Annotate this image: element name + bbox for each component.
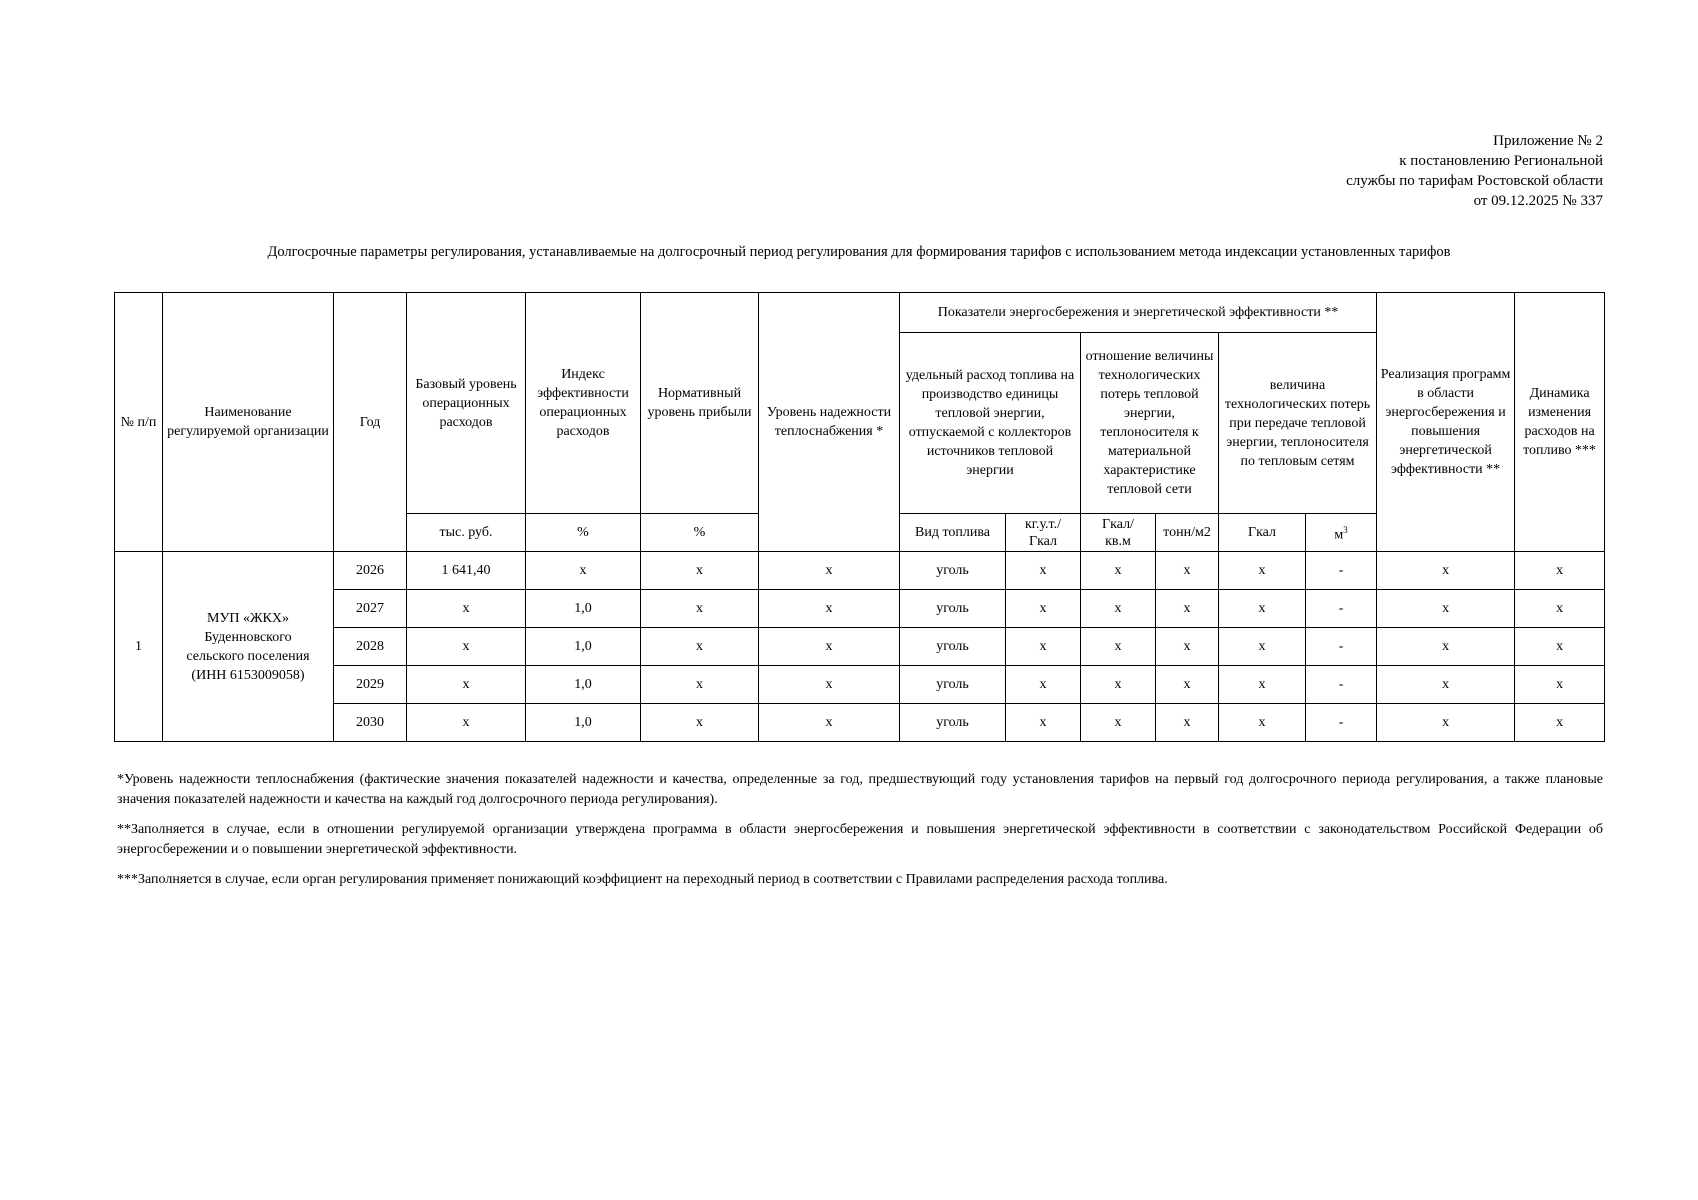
cell-gkal: x (1219, 590, 1306, 628)
cell-fuel-type: уголь (900, 628, 1006, 666)
cell-fuel-type: уголь (900, 666, 1006, 704)
appendix-line-3: службы по тарифам Ростовской области (1346, 173, 1603, 189)
unit-m3-sup: 3 (1343, 524, 1348, 535)
cell-gkal: x (1219, 666, 1306, 704)
cell-m3: - (1306, 666, 1377, 704)
cell-programs: x (1377, 552, 1515, 590)
cell-programs: x (1377, 666, 1515, 704)
cell-gkal-kvm: x (1081, 590, 1156, 628)
cell-gkal: x (1219, 704, 1306, 742)
header-number: № п/п (115, 293, 163, 552)
cell-year: 2028 (334, 628, 407, 666)
cell-gkal-kvm: x (1081, 704, 1156, 742)
cell-fuel-dynamics: x (1515, 628, 1605, 666)
header-energy-group: Показатели энергосбережения и энергетической эффективности ** (900, 293, 1377, 333)
appendix-line-1: Приложение № 2 (1493, 133, 1603, 149)
unit-kgut-top: кг.у.т./ (1024, 516, 1062, 532)
cell-efficiency-index: 1,0 (526, 590, 641, 628)
cell-gkal: x (1219, 628, 1306, 666)
cell-efficiency-index: x (526, 552, 641, 590)
cell-year: 2029 (334, 666, 407, 704)
cell-gkal-kvm: x (1081, 666, 1156, 704)
header-normative-profit: Нормативный уровень прибыли (641, 293, 759, 514)
cell-fuel-dynamics: x (1515, 590, 1605, 628)
unit-gkal-kvm-bottom: кв.м (1105, 533, 1131, 549)
cell-fuel-dynamics: x (1515, 704, 1605, 742)
header-organization: Наименование регулируемой организации (163, 293, 334, 552)
table-row (115, 552, 1605, 590)
cell-efficiency-index: 1,0 (526, 628, 641, 666)
cell-fuel-type: уголь (900, 552, 1006, 590)
cell-fuel-type: уголь (900, 590, 1006, 628)
header-base-opex: Базовый уровень операционных расходов (407, 293, 526, 514)
footnote-fuel-coefficient: ***Заполняется в случае, если орган регулирования применяет понижающий коэффициент на переходный период в соответствии с Правилами распределения расхода топлива. (117, 872, 1168, 887)
footnote-energy-programs: **Заполняется в случае, если в отношении регулируемой организации утверждена программа в области энергосбережения и повышения энергетической эффективности в соответствии с законодательством Российской Федерации об энергосбережении и о повышении энергетической эффективности. (117, 822, 1603, 857)
cell-tonn-m2: x (1156, 666, 1219, 704)
cell-normative-profit: x (641, 628, 759, 666)
parameters-table (114, 292, 1605, 742)
cell-programs: x (1377, 704, 1515, 742)
footnotes (117, 770, 1603, 900)
cell-gkal-kvm: x (1081, 552, 1156, 590)
cell-normative-profit: x (641, 590, 759, 628)
cell-m3: - (1306, 628, 1377, 666)
row-number-cell: 1 (115, 552, 163, 742)
cell-fuel-type: уголь (900, 704, 1006, 742)
unit-gkal-kvm-top: Гкал/ (1102, 516, 1134, 532)
cell-fuel-dynamics: x (1515, 552, 1605, 590)
cell-year: 2026 (334, 552, 407, 590)
cell-fuel-dynamics: x (1515, 666, 1605, 704)
cell-reliability: x (759, 552, 900, 590)
unit-tonn-per-m2: тонн/м2 (1156, 514, 1219, 552)
cell-base-opex: x (407, 704, 526, 742)
organization-cell: МУП «ЖКХ» Буденновского сельского поселения (ИНН 6153009058) (163, 552, 334, 742)
cell-normative-profit: x (641, 552, 759, 590)
unit-efficiency-index: % (526, 514, 641, 552)
cell-efficiency-index: 1,0 (526, 666, 641, 704)
unit-m3-base: м (1334, 527, 1344, 543)
cell-efficiency-index: 1,0 (526, 704, 641, 742)
unit-base-opex: тыс. руб. (407, 514, 526, 552)
footnote-reliability: *Уровень надежности теплоснабжения (фактические значения показателей надежности и качества, определенные за год, предшествующий году установления тарифов на первый год долгосрочного периода регулирования, а также плановые значения показателей надежности и качества на каждый год долгосрочного периода регулирования). (117, 772, 1603, 807)
cell-gkal: x (1219, 552, 1306, 590)
cell-reliability: x (759, 590, 900, 628)
cell-kgut: x (1006, 666, 1081, 704)
cell-kgut: x (1006, 590, 1081, 628)
appendix-line-2: к постановлению Региональной (1399, 153, 1603, 169)
cell-m3: - (1306, 552, 1377, 590)
cell-m3: - (1306, 590, 1377, 628)
unit-fuel-type: Вид топлива (900, 514, 1006, 552)
cell-programs: x (1377, 628, 1515, 666)
cell-reliability: x (759, 628, 900, 666)
cell-normative-profit: x (641, 704, 759, 742)
appendix-header (1200, 131, 1603, 211)
cell-tonn-m2: x (1156, 628, 1219, 666)
unit-kgut-per-gkal (1006, 514, 1081, 552)
cell-reliability: x (759, 666, 900, 704)
unit-normative-profit: % (641, 514, 759, 552)
header-loss-value: величина технологических потерь при передаче тепловой энергии, теплоносителя по тепловым сетям (1219, 333, 1377, 514)
cell-kgut: x (1006, 704, 1081, 742)
cell-normative-profit: x (641, 666, 759, 704)
table-row (115, 590, 1605, 628)
unit-cubic-meters (1306, 514, 1377, 552)
unit-gkal-per-sqm (1081, 514, 1156, 552)
unit-kgut-bottom: Гкал (1028, 533, 1057, 549)
appendix-line-4: от 09.12.2025 № 337 (1473, 193, 1603, 209)
document-title: Долгосрочные параметры регулирования, устанавливаемые на долгосрочный период регулирования для формирования тарифов с использованием метода индексации установленных тарифов (267, 244, 1451, 260)
cell-m3: - (1306, 704, 1377, 742)
cell-kgut: x (1006, 552, 1081, 590)
table-row (115, 704, 1605, 742)
header-loss-ratio: отношение величины технологических потерь тепловой энергии, теплоносителя к материальной характеристике тепловой сети (1081, 333, 1219, 514)
cell-year: 2030 (334, 704, 407, 742)
cell-gkal-kvm: x (1081, 628, 1156, 666)
header-reliability: Уровень надежности теплоснабжения * (759, 293, 900, 552)
cell-tonn-m2: x (1156, 552, 1219, 590)
cell-reliability: x (759, 704, 900, 742)
cell-base-opex: x (407, 666, 526, 704)
cell-tonn-m2: x (1156, 704, 1219, 742)
cell-base-opex: x (407, 590, 526, 628)
header-year: Год (334, 293, 407, 552)
header-fuel-dynamics: Динамика изменения расходов на топливо *** (1515, 293, 1605, 552)
header-programs: Реализация программ в области энергосбережения и повышения энергетической эффективности ** (1377, 293, 1515, 552)
cell-base-opex: x (407, 628, 526, 666)
cell-base-opex: 1 641,40 (407, 552, 526, 590)
unit-gkal: Гкал (1219, 514, 1306, 552)
cell-tonn-m2: x (1156, 590, 1219, 628)
table-row (115, 628, 1605, 666)
cell-year: 2027 (334, 590, 407, 628)
cell-programs: x (1377, 590, 1515, 628)
table-row (115, 666, 1605, 704)
header-efficiency-index: Индекс эффективности операционных расходов (526, 293, 641, 514)
header-fuel-consumption: удельный расход топлива на производство единицы тепловой энергии, отпускаемой с коллекторов источников тепловой энергии (900, 333, 1081, 514)
cell-kgut: x (1006, 628, 1081, 666)
